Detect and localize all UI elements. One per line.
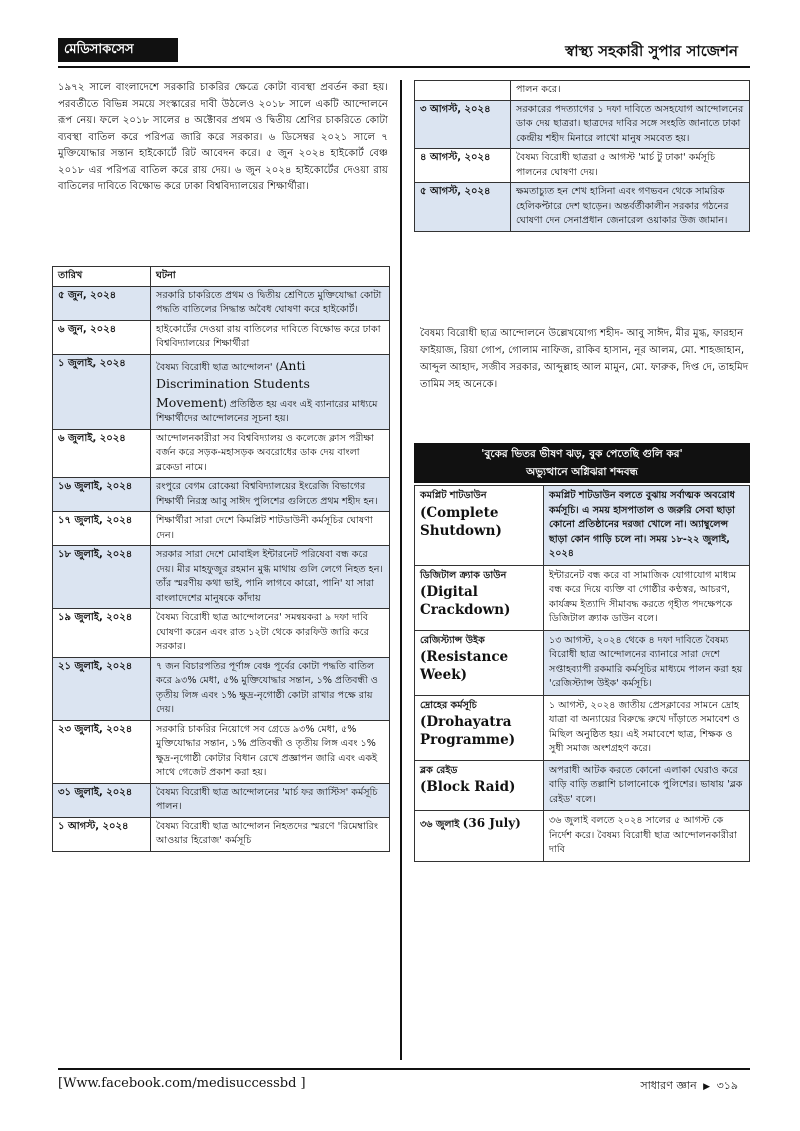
row-date: ১৭ জুলাই, ২০২৪: [53, 512, 151, 546]
term-english: (Drohayatra Programme): [420, 714, 516, 748]
row-event: [151, 354, 390, 429]
page-number: ৩১৯: [716, 1079, 738, 1092]
row-event: বৈষম্য বিরোধী ছাত্ররা ৫ আগস্ট 'মার্চ টু ঢাকা' কর্মসূচি পালনের ঘোষণা দেয়।: [511, 149, 750, 183]
row-event: সরকারি চাকরিতে প্রথম ও দ্বিতীয় শ্রেণিতে মুক্তিযোদ্ধা কোটা পদ্ধতি বাতিলের সিদ্ধান্ত অবৈধ ঘোষণা করে হাইকোর্ট।: [151, 286, 390, 320]
footer-rule: [58, 1068, 750, 1070]
row-date: ১ আগস্ট, ২০২৪: [53, 817, 151, 851]
table-row: [53, 286, 390, 320]
row-event: ক্ষমতাচ্যুত হন শেখ হাসিনা এবং গণভবন থেকে সামরিক হেলিকপ্টারে দেশ ছাড়েন। অন্তর্বর্তীকালীন সরকার গঠনের ঘোষণা দেন সেনাপ্রধান জেনারেল ওয়াকার উজ জামান।: [511, 183, 750, 232]
martyrs-paragraph: বৈষম্য বিরোধী ছাত্র আন্দোলনে উল্লেখযোগ্য শহীদ- আবু সাঈদ, মীর মুগ্ধ, ফারহান ফাইয়াজ, রিয়া গোপ, গোলাম নাফিজ, রাকিব হাসান, নূর আলম, মো. শাহজাহান, আব্দুল আহাদ, সজীব সরকার, আব্দুল্লাহ আল মামুন, মো. ফারুক, দিপ্ত দে, তাহমিদ তামিম সহ অনেকে।: [420, 328, 749, 390]
term-definition: কমপ্লিট শাটডাউন বলতে বুঝায় সর্বাত্মক অবরোধ কর্মসূচি। এ সময় হাসপাতাল ও জরুরি সেবা ছাড়া কোনো প্রতিষ্ঠানের দরজা খোলে না। অ্যাম্বুলেন্স ছাড়া কোন গাড়ি চলে না। সময় ১৮-২২ জুলাই, ২০২৪: [544, 486, 750, 566]
footer-page-info: [640, 1077, 738, 1096]
header-rule: [58, 66, 750, 68]
header-title: স্বাস্থ্য সহকারী সুপার সাজেশন: [565, 42, 738, 60]
table-row: [53, 720, 390, 783]
row-event: সরকারি চাকরির নিয়োগে সব গ্রেডে ৯৩% মেধা, ৫% মুক্তিযোদ্ধার সন্তান, ১% প্রতিবন্ধী ও তৃতীয় লিঙ্গ এবং ১% ক্ষুদ্র-নৃগোষ্ঠী কোটার বিধান রেখে প্রজ্ঞাপন জারি এবং একই সাথে গেজেট প্রকাশ করা হয়।: [151, 720, 390, 783]
term-bengali: ব্লক রেইড: [420, 764, 458, 776]
table-row: [53, 609, 390, 658]
term-row: [415, 486, 750, 566]
table-row: [415, 81, 750, 101]
term-cell: [415, 695, 544, 760]
row-event: আন্দোলনকারীরা সব বিশ্ববিদ্যালয় ও কলেজে ক্লাস পরীক্ষা বর্জন করে সড়ক-মহাসড়ক অবরোধের ডাক দেয় বাংলা ব্লকেডা নামে।: [151, 429, 390, 478]
table-row: [53, 320, 390, 354]
term-english: (Resistance Week): [420, 649, 509, 683]
row-event: ৭ জন বিচারপতির পূর্ণাঙ্গ বেঞ্চ পূর্বের কোটা পদ্ধতি বাতিল করে ৯৩% মেধা, ৫% মুক্তিযোদ্ধার সন্তান, ১% প্রতিবন্ধী ও তৃতীয় লিঙ্গ এবং ১% ক্ষুদ্র-নৃগোষ্ঠী কোটা রাখার পক্ষে রায় দেয়।: [151, 657, 390, 720]
term-bengali: দ্রোহের কর্মসূচি: [420, 699, 477, 711]
intro-paragraph: ১৯৭২ সালে বাংলাদেশে সরকারি চাকরির ক্ষেত্রে কোটা ব্যবস্থা প্রবর্তন করা হয়। পরবর্তীতে বিভিন্ন সময়ে সংস্কারের দাবী উঠলেও ২০১৮ সালে একটি আন্দোলনে রূপ নেয়। ফলে ২০১৮ সালের ৪ অক্টোবর প্রথম ও দ্বিতীয় শ্রেণির চাকরিতে কোটা ব্যবস্থা বাতিল করে পরিপত্র জারি করে সরকার। ৬ ডিসেম্বর ২০২১ সালে ৭ মুক্তিযোদ্ধার সন্তান হাইকোর্টে রিট আবেদন করে। ৫ জুন ২০২৪ হাইকোর্ট বেঞ্চ ২০১৮ এর পরিপত্র বাতিল করে রায় দেয়। ৬ জুন ২০২৪ হাইকোর্টের দেওয়া রায় বাতিলের দাবিতে বিক্ষোভ করে ঢাকা বিশ্ববিদ্যালয়ের শিক্ষার্থীরা।: [58, 82, 388, 192]
play-arrow-icon: ▶: [703, 1082, 711, 1092]
table-row: [53, 429, 390, 478]
term-definition: ৩৬ জুলাই বলতে ২০২৪ সালের ৫ আগস্ট কে নির্দেশ করে। বৈষম্য বিরোধী ছাত্র আন্দোলনকারীরা দাবি: [544, 811, 750, 862]
term-english: (Block Raid): [420, 779, 516, 795]
row-event: বৈষম্য বিরোধী ছাত্র আন্দোলন নিহতদের স্মরণে 'রিমেম্বারিং আওয়ার হিরোজ' কর্মসূচি: [151, 817, 390, 851]
term-cell: [415, 565, 544, 630]
term-english: (36 July): [462, 816, 521, 830]
col-date-header: তারিখ: [53, 267, 151, 287]
terms-title-line1: 'বুকের ভিতর ভীষণ ঝড়, বুক পেতেছি গুলি কর': [481, 448, 683, 460]
term-definition: ১৩ আগস্ট, ২০২৪ থেকে ৪ দফা দাবিতে বৈষম্য বিরোধী ছাত্র আন্দোলনের ব্যানারে সারা দেশে সপ্তাহব্যাপী রকমারি কর্মসূচির মাধ্যমে পালন করা হয় 'রেজিস্ট্যান্স উইক' কর্মসূচি।: [544, 630, 750, 695]
row-date: ৫ আগস্ট, ২০২৪: [415, 183, 511, 232]
row-event-pre: বৈষম্য বিরোধী ছাত্র আন্দোলন' (: [156, 361, 280, 373]
row-event: বৈষম্য বিরোধী ছাত্র আন্দোলনের' সমন্বয়করা ৯ দফা দাবি ঘোষণা করেন এবং রাত ১২টা থেকে কারফিউ জারি করে সরকার।: [151, 609, 390, 658]
timeline-continuation-table: [414, 80, 750, 232]
term-bengali: রেজিস্ট্যান্স উইক: [420, 634, 485, 646]
col-event-header: ঘটনা: [151, 267, 390, 287]
term-definition: ইন্টারনেট বন্ধ করে বা সামাজিক যোগাযোগ মাধ্যম বন্ধ করে দিয়ে ব্যক্তি বা গোষ্ঠীর কণ্ঠস্বর, আচরণ, কার্যক্রম ইত্যাদি সীমাবদ্ধ করতে গৃহীত পদক্ষেপকে ডিজিটাল ক্র্যাক ডাউন বলে।: [544, 565, 750, 630]
row-date: ১ জুলাই, ২০২৪: [53, 354, 151, 429]
terms-table: [414, 485, 750, 862]
row-event: সরকার সারা দেশে মোবাইল ইন্টারনেট পরিষেবা বন্ধ করে দেয়। মীর মাহফুজুর রহমান মুগ্ধ মাথায় গুলি লেগে নিহত হন। তাঁর স্মরণীয় কথা ভাই, পানি লাগবে কারো, পানি' যা সারা বাংলাদেশের মানুষকে কাঁদায়: [151, 546, 390, 609]
row-date: ৫ জুন, ২০২৪: [53, 286, 151, 320]
row-event: সরকারের পদত্যাগের ১ দফা দাবিতে অসহযোগ আন্দোলনের ডাক দেয় ছাত্ররা। ছাত্রদের দাবির সঙ্গে সংহতি জানাতে ঢাকা কেন্দ্রীয় শহীদ মিনারে লাখো মানুষ সমবেত হয়।: [511, 100, 750, 149]
term-row: [415, 811, 750, 862]
term-row: [415, 630, 750, 695]
row-date: ১৯ জুলাই, ২০২৪: [53, 609, 151, 658]
table-row: [53, 512, 390, 546]
term-row: [415, 565, 750, 630]
term-bengali: ডিজিটাল ক্র্যাক ডাউন: [420, 569, 507, 581]
term-cell: [415, 630, 544, 695]
row-event: হাইকোর্টের দেওয়া রায় বাতিলের দাবিতে বিক্ষোভ করে ঢাকা বিশ্ববিদ্যালয়ের শিক্ষার্থীরা: [151, 320, 390, 354]
term-bengali: ৩৬ জুলাই: [420, 819, 460, 830]
term-cell: [415, 811, 544, 862]
row-date: ২৩ জুলাই, ২০২৪: [53, 720, 151, 783]
table-row: [53, 546, 390, 609]
table-row: [53, 657, 390, 720]
terms-section-title: [414, 443, 750, 483]
footer-section-label: সাধারণ জ্ঞান: [640, 1079, 697, 1092]
row-date: ২১ জুলাই, ২০২৪: [53, 657, 151, 720]
header-brand-label: মেডিসাকসেস: [58, 38, 178, 62]
row-event-english: Anti Discrimination Students Movement: [156, 357, 310, 410]
table-row: [415, 183, 750, 232]
table-row: [53, 783, 390, 817]
table-row: [415, 149, 750, 183]
term-english: (Digital Crackdown): [420, 584, 511, 618]
table-row: [53, 478, 390, 512]
timeline-table: [52, 266, 390, 852]
row-date: ৪ আগস্ট, ২০২৪: [415, 149, 511, 183]
table-row: [415, 100, 750, 149]
term-bengali: কমপ্লিট শাটডাউন: [420, 490, 487, 501]
table-row: [53, 354, 390, 429]
term-row: [415, 760, 750, 811]
row-date: ১৬ জুলাই, ২০২৪: [53, 478, 151, 512]
term-cell: [415, 486, 544, 566]
row-event-post: ) প্রতিষ্ঠিত হয় এবং এই ব্যানারের মাধ্যমে শিক্ষার্থীদের আন্দোলনের সূচনা হয়।: [156, 398, 378, 424]
term-definition: অপরাধী আটক করতে কোনো এলাকা ঘেরাও করে বাড়ি বাড়ি তল্লাশি চালানোকে পুলিশের। ভাষায় 'ব্লক রেইড' বলে।: [544, 760, 750, 811]
row-date: ১৮ জুলাই, ২০২৪: [53, 546, 151, 609]
row-date: [415, 81, 511, 101]
term-english: (Complete Shutdown): [420, 504, 502, 539]
row-event: পালন করে।: [511, 81, 750, 101]
term-definition: ১ আগস্ট, ২০২৪ জাতীয় প্রেসক্লাবের সামনে দ্রোহ যাত্রা বা অন্যায়ের বিরুদ্ধে রুখে দাঁড়াতে সমাবেশ ও মিছিল অনুষ্ঠিত হয়। এই সমাবেশে ছাত্র, শিক্ষক ও সুধী সমাজ অংশগ্রহণ করে।: [544, 695, 750, 760]
row-event: রংপুরে বেগম রোকেয়া বিশ্ববিদ্যালয়ের ইংরেজি বিভাগের শিক্ষার্থী নিরস্ত্র আবু সাঈদ পুলিশের গুলিতে প্রথম শহীদ হন।: [151, 478, 390, 512]
row-date: ৩ আগস্ট, ২০২৪: [415, 100, 511, 149]
row-event: বৈষম্য বিরোধী ছাত্র আন্দোলনের 'মার্চ ফর জাস্টিস' কর্মসূচি পালন।: [151, 783, 390, 817]
terms-title-line2: অভ্যুত্থানে অগ্নিঝরা শব্দবন্ধ: [526, 466, 638, 478]
table-row: [53, 817, 390, 851]
row-date: ৬ জুন, ২০২৪: [53, 320, 151, 354]
term-row: [415, 695, 750, 760]
column-divider: [400, 80, 402, 1060]
row-date: ৩১ জুলাই, ২০২৪: [53, 783, 151, 817]
timeline-header-row: [53, 267, 390, 287]
row-date: ৬ জুলাই, ২০২৪: [53, 429, 151, 478]
footer-website: [Www.facebook.com/medisuccessbd ]: [58, 1076, 306, 1091]
term-cell: [415, 760, 544, 811]
row-event: শিক্ষার্থীরা সারা দেশে কিমপ্লিট শাটডাউনী কর্মসূচির ঘোষণা দেন।: [151, 512, 390, 546]
